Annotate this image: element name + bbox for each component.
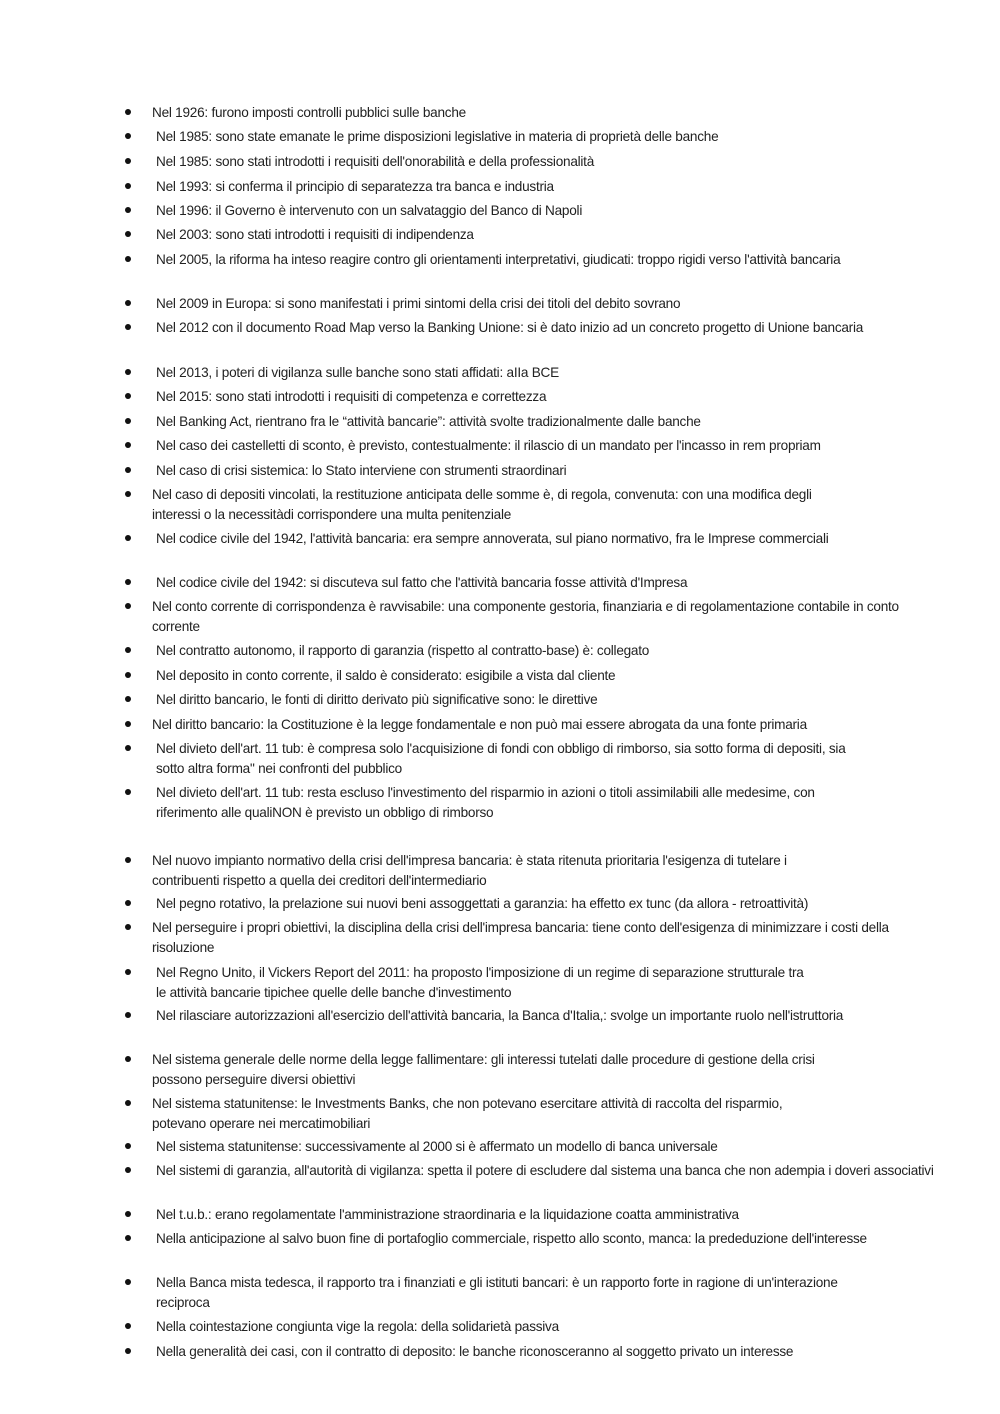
bullet-icon xyxy=(125,1323,131,1329)
list-item-text: Nel caso di depositi vincolati, la restituzione anticipata delle somme è, di regola, convenuta: con una modifica degli interessi o la necessitàdi corrispondere una multa penitenziale xyxy=(152,487,816,522)
list-item-text: Nel t.u.b.: erano regolamentate l'amministrazione straordinaria e la liquidazione coatta amministrativa xyxy=(156,1207,739,1222)
list-item-text: Nel 2005, la riforma ha inteso reagire contro gli orientamenti interpretativi, giudicati: troppo rigidi verso l'attività bancaria xyxy=(156,252,841,267)
list-item-text: Nel rilasciare autorizzazioni all'esercizio dell'attività bancaria, la Banca d'Italia,: svolge un importante ruolo nell'istruttoria xyxy=(156,1008,844,1023)
bullet-icon xyxy=(125,857,131,863)
bullet-icon xyxy=(125,256,131,262)
bullet-icon xyxy=(125,393,131,399)
list-item-text: Nel nuovo impianto normativo della crisi dell'impresa bancaria: è stata ritenuta prioritaria l'esigenza di tutelare i contribuenti rispetto a quella dei creditori dell'intermediario xyxy=(152,853,791,888)
list-item-text: Nel contratto autonomo, il rapporto di garanzia (rispetto al contratto-base) è: collegato xyxy=(156,643,650,658)
list-item-text: Nel caso di crisi sistemica: lo Stato interviene con strumenti straordinari xyxy=(156,463,567,478)
bullet-icon xyxy=(125,109,131,115)
list-item-text: Nella Banca mista tedesca, il rapporto tra i finanziati e gli istituti bancari: è un rapporto forte in ragione di un'interazione reciproca xyxy=(156,1275,842,1310)
bullet-icon xyxy=(125,1167,131,1173)
bullet-icon xyxy=(125,369,131,375)
list-item-text: Nel 2003: sono stati introdotti i requisiti di indipendenza xyxy=(156,227,474,242)
bullet-icon xyxy=(125,300,131,306)
list-item-text: Nel sistema statunitense: le Investments Banks, che non potevano esercitare attività di raccolta del risparmio, potevano operare nei mercatimobiliari xyxy=(152,1096,786,1131)
list-item-text: Nel diritto bancario, le fonti di diritto derivato più significative sono: le direttive xyxy=(156,692,598,707)
bullet-icon xyxy=(125,789,131,795)
bullet-icon xyxy=(125,1348,131,1354)
list-item-text: Nella generalità dei casi, con il contratto di deposito: le banche riconosceranno al soggetto privato un interesse xyxy=(156,1344,794,1359)
list-item-text: Nel 1926: furono imposti controlli pubblici sulle banche xyxy=(152,105,466,120)
list-item-text: Nel Regno Unito, il Vickers Report del 2011: ha proposto l'imposizione di un regime di separazione strutturale tra le attività bancarie tipichee quelle delle banche d'investimento xyxy=(156,965,808,1000)
list-item-text: Nel 1993: si conferma il principio di separatezza tra banca e industria xyxy=(156,179,554,194)
list-item-text: Nel 2009 in Europa: si sono manifestati i primi sintomi della crisi dei titoli del debito sovrano xyxy=(156,296,681,311)
bullet-icon xyxy=(125,231,131,237)
bullet-icon xyxy=(125,579,131,585)
list-item-text: Nel codice civile del 1942: si discuteva sul fatto che l'attività bancaria fosse attività d'Impresa xyxy=(156,575,688,590)
bullet-icon xyxy=(125,1100,131,1106)
bullet-icon xyxy=(125,1056,131,1062)
list-item-text: Nel 2012 con il documento Road Map verso la Banking Unione: si è dato inizio ad un concreto progetto di Unione bancaria xyxy=(156,320,864,335)
list-item-text: Nel Banking Act, rientrano fra le “attività bancarie”: attività svolte tradizionalmente dalle banche xyxy=(156,414,701,429)
bullet-icon xyxy=(125,924,131,930)
list-item-text: Nel codice civile del 1942, l'attività bancaria: era sempre annoverata, sul piano normativo, fra le Imprese commerciali xyxy=(156,531,829,546)
bullet-icon xyxy=(125,207,131,213)
bullet-icon xyxy=(125,535,131,541)
list-item-text: Nel sistema statunitense: successivamente al 2000 si è affermato un modello di banca universale xyxy=(156,1139,718,1154)
bullet-icon xyxy=(125,603,131,609)
bullet-icon xyxy=(125,324,131,330)
bullet-icon xyxy=(125,1279,131,1285)
bullet-icon xyxy=(125,133,131,139)
list-item-text: Nel sistema generale delle norme della legge fallimentare: gli interessi tutelati dalle procedure di gestione della crisi possono perseguire diversi obiettivi xyxy=(152,1052,819,1087)
bullet-icon xyxy=(125,696,131,702)
bullet-icon xyxy=(125,467,131,473)
bullet-icon xyxy=(125,1012,131,1018)
list-item-text: Nel 1985: sono state emanate le prime disposizioni legislative in materia di proprietà delle banche xyxy=(156,129,719,144)
list-item-text: Nel 1996: il Governo è intervenuto con un salvataggio del Banco di Napoli xyxy=(156,203,583,218)
bullet-icon xyxy=(125,442,131,448)
list-item-text: Nel 1985: sono stati introdotti i requisiti dell'onorabilità e della professionalità xyxy=(156,154,595,169)
bullet-icon xyxy=(125,158,131,164)
list-item-text: Nel caso dei castelletti di sconto, è previsto, contestualmente: il rilascio di un mandato per l'incasso in rem propriam xyxy=(156,438,821,453)
bullet-icon xyxy=(125,491,131,497)
list-item-text: Nel divieto dell'art. 11 tub: è compresa solo l'acquisizione di fondi con obbligo di rimborso, sia sotto forma di depositi, sia sotto altra forma" nei confronti del pubblico xyxy=(156,741,850,776)
list-item-text: Nel divieto dell'art. 11 tub: resta escluso l'investimento del risparmio in azioni o titoli assimilabili alle medesime, con riferimento alle qualiNON è previsto un obbligo di rimborso xyxy=(156,785,819,820)
bullet-icon xyxy=(125,721,131,727)
bullet-icon xyxy=(125,183,131,189)
list-item-text: Nel 2015: sono stati introdotti i requisiti di competenza e correttezza xyxy=(156,389,547,404)
bullet-icon xyxy=(125,672,131,678)
bullet-icon xyxy=(125,418,131,424)
list-item-text: Nella anticipazione al salvo buon fine di portafoglio commerciale, rispetto allo sconto, manca: la prededuzione dell'interesse xyxy=(156,1231,867,1246)
bullet-icon xyxy=(125,1211,131,1217)
list-item-text: Nella cointestazione congiunta vige la regola: della solidarietà passiva xyxy=(156,1319,559,1334)
list-item-text: Nel perseguire i propri obiettivi, la disciplina della crisi dell'impresa bancaria: tiene conto dell'esigenza di minimizzare i costi della risoluzione xyxy=(152,920,893,955)
list-item-text: Nel pegno rotativo, la prelazione sui nuovi beni assoggettati a garanzia: ha effetto ex tunc (da allora - retroattività) xyxy=(156,896,809,911)
list-item-text: Nel deposito in conto corrente, il saldo è considerato: esigibile a vista dal cliente xyxy=(156,668,616,683)
bullet-icon xyxy=(125,1235,131,1241)
list-item-text: Nel conto corrente di corrispondenza è ravvisabile: una componente gestoria, finanziaria e di regolamentazione contabile in conto corrente xyxy=(152,599,903,634)
bullet-icon xyxy=(125,1143,131,1149)
list-item-text: Nel diritto bancario: la Costituzione è la legge fondamentale e non può mai essere abrogata da una fonte primaria xyxy=(152,717,807,732)
bullet-icon xyxy=(125,900,131,906)
list-item-text: Nel 2013, i poteri di vigilanza sulle banche sono stati affidati: aIIa BCE xyxy=(156,365,559,380)
bullet-icon xyxy=(125,745,131,751)
list-item-text: Nel sistemi di garanzia, all'autorità di vigilanza: spetta il potere di escludere dal sistema una banca che non adempia i doveri associativi xyxy=(156,1163,934,1178)
bullet-icon xyxy=(125,969,131,975)
bullet-icon xyxy=(125,647,131,653)
